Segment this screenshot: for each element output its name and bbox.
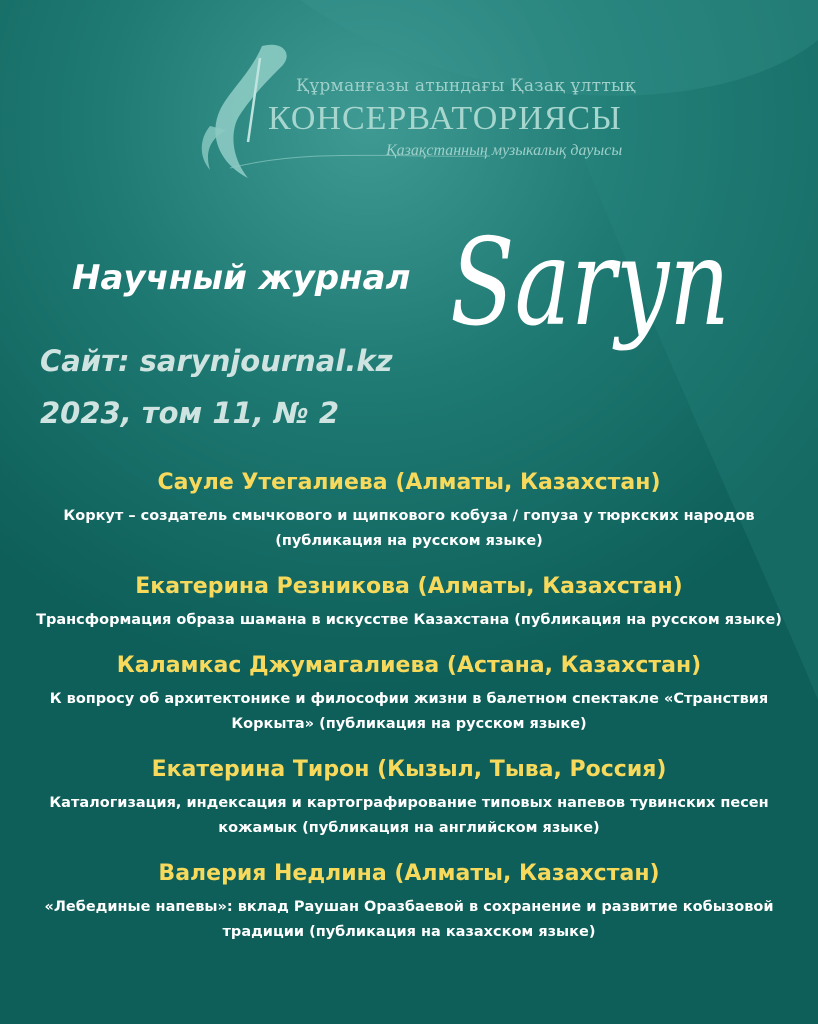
- article-item: [20, 570, 798, 633]
- logo-line-1: Құрманғазы атындағы Қазақ ұлттық: [296, 76, 636, 96]
- article-item: [20, 466, 798, 554]
- article-title: Каталогизация, индексация и картографирование типовых напевов тувинских песен кожамык (публикация на английском языке): [49, 795, 769, 836]
- article-title: «Лебединые напевы»: вклад Раушан Оразбаевой в сохранение и развитие кобызовой традиции (публикация на казахском языке): [44, 899, 774, 940]
- journal-title: Научный журнал: [72, 258, 411, 298]
- saryn-wordmark: [450, 192, 740, 362]
- issue-info: 2023, том 11, № 2: [40, 396, 339, 430]
- site-url: Сайт: sarynjournal.kz: [40, 344, 393, 378]
- article-title: Коркут – создатель смычкового и щипкового кобуза / гопуза у тюркских народов (публикация на русском языке): [63, 508, 755, 549]
- article-author: Валерия Недлина (Алматы, Казахстан): [158, 861, 660, 886]
- article-author: Каламкас Джумагалиева (Астана, Казахстан): [116, 653, 702, 678]
- logo-line-3: Қазақстанның музыкалық дауысы: [386, 142, 623, 159]
- logo-line-2: КОНСЕРВАТОРИЯСЫ: [268, 100, 622, 137]
- article-author: Сауле Утегалиева (Алматы, Казахстан): [157, 470, 661, 495]
- article-title: Трансформация образа шамана в искусстве Казахстана (публикация на русском языке): [36, 612, 782, 628]
- article-item: [20, 857, 798, 945]
- article-list: [20, 466, 798, 961]
- article-author: Екатерина Тирон (Кызыл, Тыва, Россия): [151, 757, 667, 782]
- conservatory-logo: [190, 38, 650, 188]
- article-item: [20, 753, 798, 841]
- article-author: Екатерина Резникова (Алматы, Казахстан): [135, 574, 683, 599]
- article-title: К вопросу об архитектонике и философии жизни в балетном спектакле «Странствия Коркыта» (публикация на русском языке): [49, 691, 769, 732]
- saryn-wordmark-text: Saryn: [450, 214, 730, 353]
- article-item: [20, 649, 798, 737]
